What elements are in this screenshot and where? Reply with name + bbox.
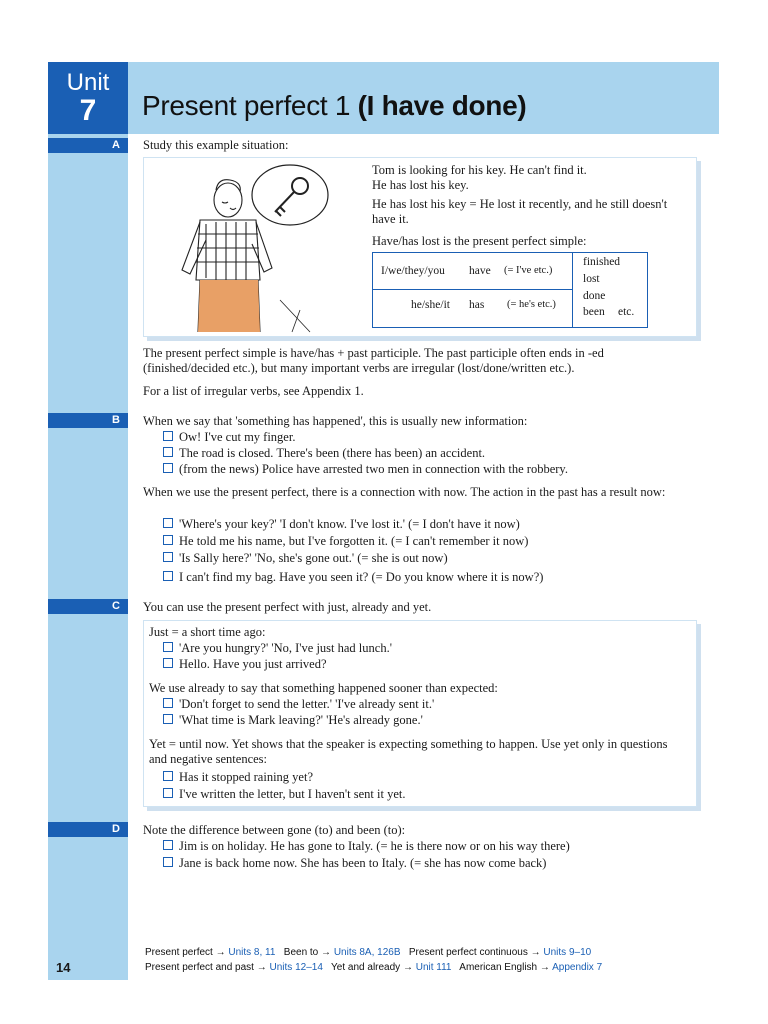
participle-lost: lost: [583, 273, 600, 285]
cross-reference-link[interactable]: Units 12–14: [269, 962, 323, 973]
section-label-a: A: [48, 138, 128, 153]
section-c-intro: You can use the present perfect with just, already and yet.: [143, 600, 432, 614]
unit-number: 7: [79, 94, 97, 127]
cross-reference-link[interactable]: Units 8A, 126B: [333, 947, 401, 958]
page-title: [142, 90, 526, 122]
participle-finished: finished: [583, 256, 621, 268]
list-item: (from the news) Police have arrested two men in connection with the robbery.: [163, 462, 568, 477]
section-label-d: D: [48, 822, 128, 837]
row1-subject: I/we/they/you: [381, 265, 445, 277]
section-a-appendix-note: For a list of irregular verbs, see Appendix 1.: [143, 384, 364, 398]
cross-reference-link[interactable]: Units 8, 11: [228, 947, 276, 958]
section-d-intro: Note the difference between gone (to) and been (to):: [143, 823, 406, 837]
section-label-c: C: [48, 599, 128, 614]
cross-reference-link[interactable]: Units 9–10: [543, 947, 592, 958]
list-item: Jim is on holiday. He has gone to Italy. (= he is there now or on his way there): [163, 839, 570, 854]
list-item: Jane is back home now. She has been to Italy. (= she has now come back): [163, 856, 546, 871]
list-item: 'Don't forget to send the letter.' 'I've already sent it.': [163, 697, 434, 712]
participle-been: been: [583, 306, 605, 318]
section-label-b: B: [48, 413, 128, 428]
cross-reference-link[interactable]: Unit 111: [415, 962, 452, 973]
left-band: [48, 62, 128, 980]
list-item: 'Is Sally here?' 'No, she's gone out.' (= she is out now): [163, 551, 448, 566]
list-item: I've written the letter, but I haven't sent it yet.: [163, 787, 406, 802]
row2-verb: has: [469, 299, 485, 311]
row2-subject: he/she/it: [411, 299, 450, 311]
story-line-3: He has lost his key = He lost it recently, and he still doesn't have it.: [372, 197, 668, 226]
already-definition: We use already to say that something happened sooner than expected:: [149, 681, 498, 695]
section-a-paragraph: The present perfect simple is have/has + past participle. The past participle often ends in -ed (finished/decided etc.), but many important verbs are irregular (lost/done/written etc.).: [143, 346, 604, 375]
list-item: 'Where's your key?' 'I don't know. I've lost it.' (= I don't have it now): [163, 517, 520, 532]
list-item: I can't find my bag. Have you seen it? (= Do you know where it is now?): [163, 570, 543, 585]
section-b-intro: When we say that 'something has happened', this is usually new information:: [143, 414, 528, 428]
story-line-2: He has lost his key.: [372, 178, 469, 192]
section-b-intro-2: When we use the present perfect, there is a connection with now. The action in the past has a result now:: [143, 485, 666, 499]
list-item: 'What time is Mark leaving?' 'He's already gone.': [163, 713, 423, 728]
participle-etc: etc.: [618, 306, 635, 318]
row1-verb: have: [469, 265, 491, 277]
unit-badge: [48, 62, 128, 134]
row1-short: (= I've etc.): [504, 265, 553, 276]
man-searching-illustration: [160, 160, 360, 335]
conjugation-table: [372, 252, 648, 328]
cross-reference-link[interactable]: Appendix 7: [552, 962, 603, 973]
story-line-1: Tom is looking for his key. He can't find it.: [372, 163, 587, 177]
list-item: Has it stopped raining yet?: [163, 770, 313, 785]
list-item: 'Are you hungry?' 'No, I've just had lunch.': [163, 641, 392, 656]
title-paren: (I have done): [357, 90, 527, 121]
title-main: Present perfect 1: [142, 90, 358, 121]
page-number: 14: [56, 960, 71, 975]
title-bar: [128, 62, 719, 134]
list-item: The road is closed. There's been (there has been) an accident.: [163, 446, 485, 461]
unit-word: Unit: [66, 69, 110, 96]
yet-definition: Yet = until now. Yet shows that the speaker is expecting something to happen. Use yet only in questions and negative sentences:: [149, 737, 668, 766]
row2-short: (= he's etc.): [507, 299, 556, 310]
cross-reference-line-2: Present perfect and past → Units 12–14 Yet and already → Unit 111 American English → Appendix 7: [145, 962, 603, 973]
just-definition: Just = a short time ago:: [149, 625, 266, 639]
list-item: Hello. Have you just arrived?: [163, 657, 327, 672]
list-item: He told me his name, but I've forgotten it. (= I can't remember it now): [163, 534, 528, 549]
list-item: Ow! I've cut my finger.: [163, 430, 295, 445]
participle-done: done: [583, 290, 606, 302]
section-a-intro: Study this example situation:: [143, 138, 289, 152]
cross-reference-line-1: Present perfect → Units 8, 11 Been to → Units 8A, 126B Present perfect continuous → Units 9–10: [145, 947, 592, 958]
story-line-4: Have/has lost is the present perfect simple:: [372, 234, 587, 248]
